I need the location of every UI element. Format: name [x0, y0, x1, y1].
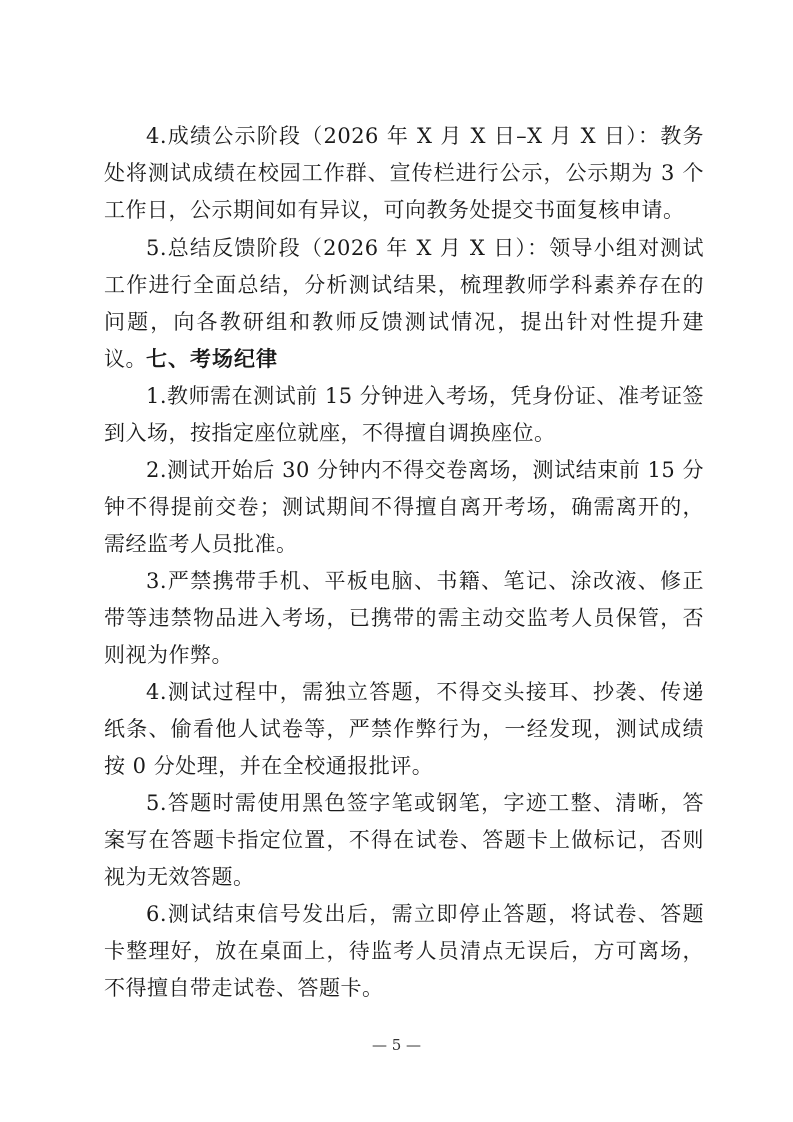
rule-item: 6.测试结束信号发出后，需立即停止答题，将试卷、答题卡整理好，放在桌面上，待监考人员清点无误后，方可离场，不得擅自带走试卷、答题卡。 [104, 902, 704, 1000]
rule-item: 4.测试过程中，需独立答题，不得交头接耳、抄袭、传递纸条、偷看他人试卷等，严禁作弊行为，一经发现，测试成绩按 0 分处理，并在全校通报批评。 [104, 680, 704, 778]
rule-item: 1.教师需在测试前 15 分钟进入考场，凭身份证、准考证签到入场，按指定座位就座，不得擅自调换座位。 [104, 384, 704, 445]
rule-item: 3.严禁携带手机、平板电脑、书籍、笔记、涂改液、修正带等违禁物品进入考场，已携带的需主动交监考人员保管，否则视为作弊。 [104, 569, 704, 667]
section-heading-exam-discipline: 七、考场纪律 [146, 347, 278, 371]
page-number: — 5 — [371, 1036, 422, 1054]
rule-item: 5.答题时需使用黑色签字笔或钢笔，字迹工整、清晰，答案写在答题卡指定位置，不得在试卷、答题卡上做标记，否则视为无效答题。 [104, 791, 704, 889]
paragraph-summary-stage: 5.总结反馈阶段（2026 年 X 月 X 日）：领导小组对测试工作进行全面总结，分析测试结果，梳理教师学科素养存在的问题，向各教研组和教师反馈测试情况，提出针对性提升建议。 [104, 236, 704, 371]
rule-item: 2.测试开始后 30 分钟内不得交卷离场，测试结束前 15 分钟不得提前交卷；测试期间不得擅自离开考场，确需离开的，需经监考人员批准。 [104, 458, 704, 556]
paragraph-announcement-stage: 4.成绩公示阶段（2026 年 X 月 X 日–X 月 X 日）：教务处将测试成绩在校园工作群、宣传栏进行公示，公示期为 3 个工作日，公示期间如有异议，可向教务处提交书面复核申请。 [104, 124, 704, 222]
